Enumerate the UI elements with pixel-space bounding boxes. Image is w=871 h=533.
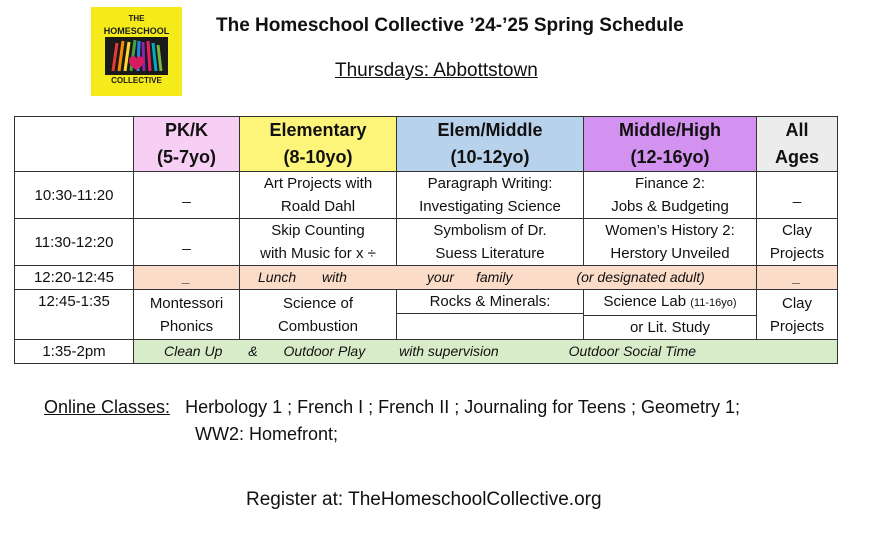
pk-line1: Montessori <box>149 294 224 312</box>
clean-part-2: & <box>248 343 258 359</box>
pk-line2: Phonics <box>159 317 214 335</box>
pk-cell: _ <box>134 172 240 219</box>
mh-line2: Herstory Unveiled <box>610 245 730 262</box>
all-line1: Clay <box>781 222 812 239</box>
el-cell <box>240 172 397 219</box>
row-1245 <box>15 290 838 340</box>
el-line1: Science of <box>282 294 354 312</box>
all-cell <box>757 290 838 340</box>
header-row <box>15 117 838 172</box>
clean-part-4: with supervision <box>399 343 499 359</box>
header-elementary <box>240 117 397 172</box>
header-middle-high <box>584 117 757 172</box>
header-all-line1: All <box>785 120 809 140</box>
time-cell: 10:30-11:20 <box>15 172 134 219</box>
time-cell: 1:35-2pm <box>15 340 134 364</box>
el-cell <box>240 290 397 340</box>
clean-part-1: Clean Up <box>164 343 223 359</box>
header-mh-name: Middle/High <box>619 120 721 140</box>
header-mh-age: (12-16yo) <box>630 147 710 167</box>
lunch-part-2: with <box>322 269 347 285</box>
logo-line-3: COLLECTIVE <box>111 76 162 85</box>
mh-cell <box>584 172 757 219</box>
time-cell: 11:30-12:20 <box>15 219 134 266</box>
em-line1: Rocks & Minerals: <box>429 293 551 310</box>
lunch-part-5: (or designated adult) <box>576 269 705 285</box>
em-line2: Investigating Science <box>419 198 561 215</box>
header-el-age: (8-10yo) <box>283 147 353 167</box>
header-em-age: (10-12yo) <box>450 147 530 167</box>
em-cell <box>397 290 584 340</box>
el-cell <box>240 219 397 266</box>
all-line1: Clay <box>781 294 812 312</box>
all-cell <box>757 219 838 266</box>
header-em-name: Elem/Middle <box>437 120 543 140</box>
page-subtitle: Thursdays: Abbottstown <box>335 60 538 81</box>
all-line2: Projects <box>769 317 825 335</box>
mh-line1: Women’s History 2: <box>605 222 735 239</box>
lunch-part-4: family <box>475 269 513 285</box>
mh-line2: Jobs & Budgeting <box>611 198 729 215</box>
homeschool-collective-logo <box>91 7 182 96</box>
em-line1: Paragraph Writing: <box>427 175 553 192</box>
header-pk <box>134 117 240 172</box>
row-cleanup <box>15 340 838 364</box>
header-elem-middle <box>397 117 584 172</box>
header-all-line2: Ages <box>774 147 819 167</box>
all-line2: Projects <box>769 245 825 262</box>
pk-cell <box>134 290 240 340</box>
register-line: Register at: TheHomeschoolCollective.org <box>246 489 602 510</box>
header-pk-age: (5-7yo) <box>156 147 216 167</box>
online-label: Online Classes: <box>44 397 171 417</box>
pk-cell: _ <box>134 219 240 266</box>
mh-lab: Science Lab <box>603 293 687 310</box>
online-classes <box>44 394 740 420</box>
header-empty <box>15 117 134 172</box>
mh-lab-age: (11-16yo) <box>690 297 737 309</box>
pk-cell: _ <box>134 266 240 290</box>
clean-part-3: Outdoor Play <box>283 343 366 359</box>
row-lunch <box>15 266 838 290</box>
mh-cell <box>584 219 757 266</box>
em-line2: Suess Literature <box>435 245 545 262</box>
time-cell: 12:20-12:45 <box>15 266 134 290</box>
cleanup-band <box>134 340 838 364</box>
time-cell: 12:45-1:35 <box>15 290 134 340</box>
el-line1: Skip Counting <box>271 222 365 239</box>
em-split <box>397 313 583 336</box>
clean-part-5: Outdoor Social Time <box>568 343 697 359</box>
el-line2: Roald Dahl <box>280 198 356 215</box>
em-line1: Symbolism of Dr. <box>433 222 547 239</box>
mh-line2: or Lit. Study <box>584 315 756 339</box>
lunch-band <box>240 266 757 290</box>
all-cell: _ <box>757 266 838 290</box>
em-cell <box>397 172 584 219</box>
header-all-ages <box>757 117 838 172</box>
logo-line-2: HOMESCHOOL <box>103 26 170 36</box>
page-title: The Homeschool Collective ’24-’25 Spring Schedule <box>216 15 684 36</box>
mh-cell <box>584 290 757 340</box>
el-line2: with Music for x ÷ <box>260 245 376 262</box>
rainbow-hands-icon <box>105 37 168 75</box>
mh-line1: Finance 2: <box>634 175 706 192</box>
row-1130 <box>15 219 838 266</box>
all-cell: _ <box>757 172 838 219</box>
logo-line-1: THE <box>128 14 145 23</box>
row-1030 <box>15 172 838 219</box>
online-line1: Herbology 1 ; French I ; French II ; Journaling for Teens ; Geometry 1; <box>185 397 741 417</box>
lunch-part-1: Lunch <box>258 269 297 285</box>
el-line1: Art Projects with <box>263 175 373 192</box>
schedule-table <box>14 116 838 364</box>
lunch-part-3: your <box>426 269 455 285</box>
online-line2: WW2: Homefront; <box>195 424 339 444</box>
em-cell <box>397 219 584 266</box>
header-el-name: Elementary <box>269 120 367 140</box>
el-line2: Combustion <box>277 317 359 335</box>
header-pk-name: PK/K <box>164 120 208 140</box>
mh-line1 <box>584 290 756 315</box>
